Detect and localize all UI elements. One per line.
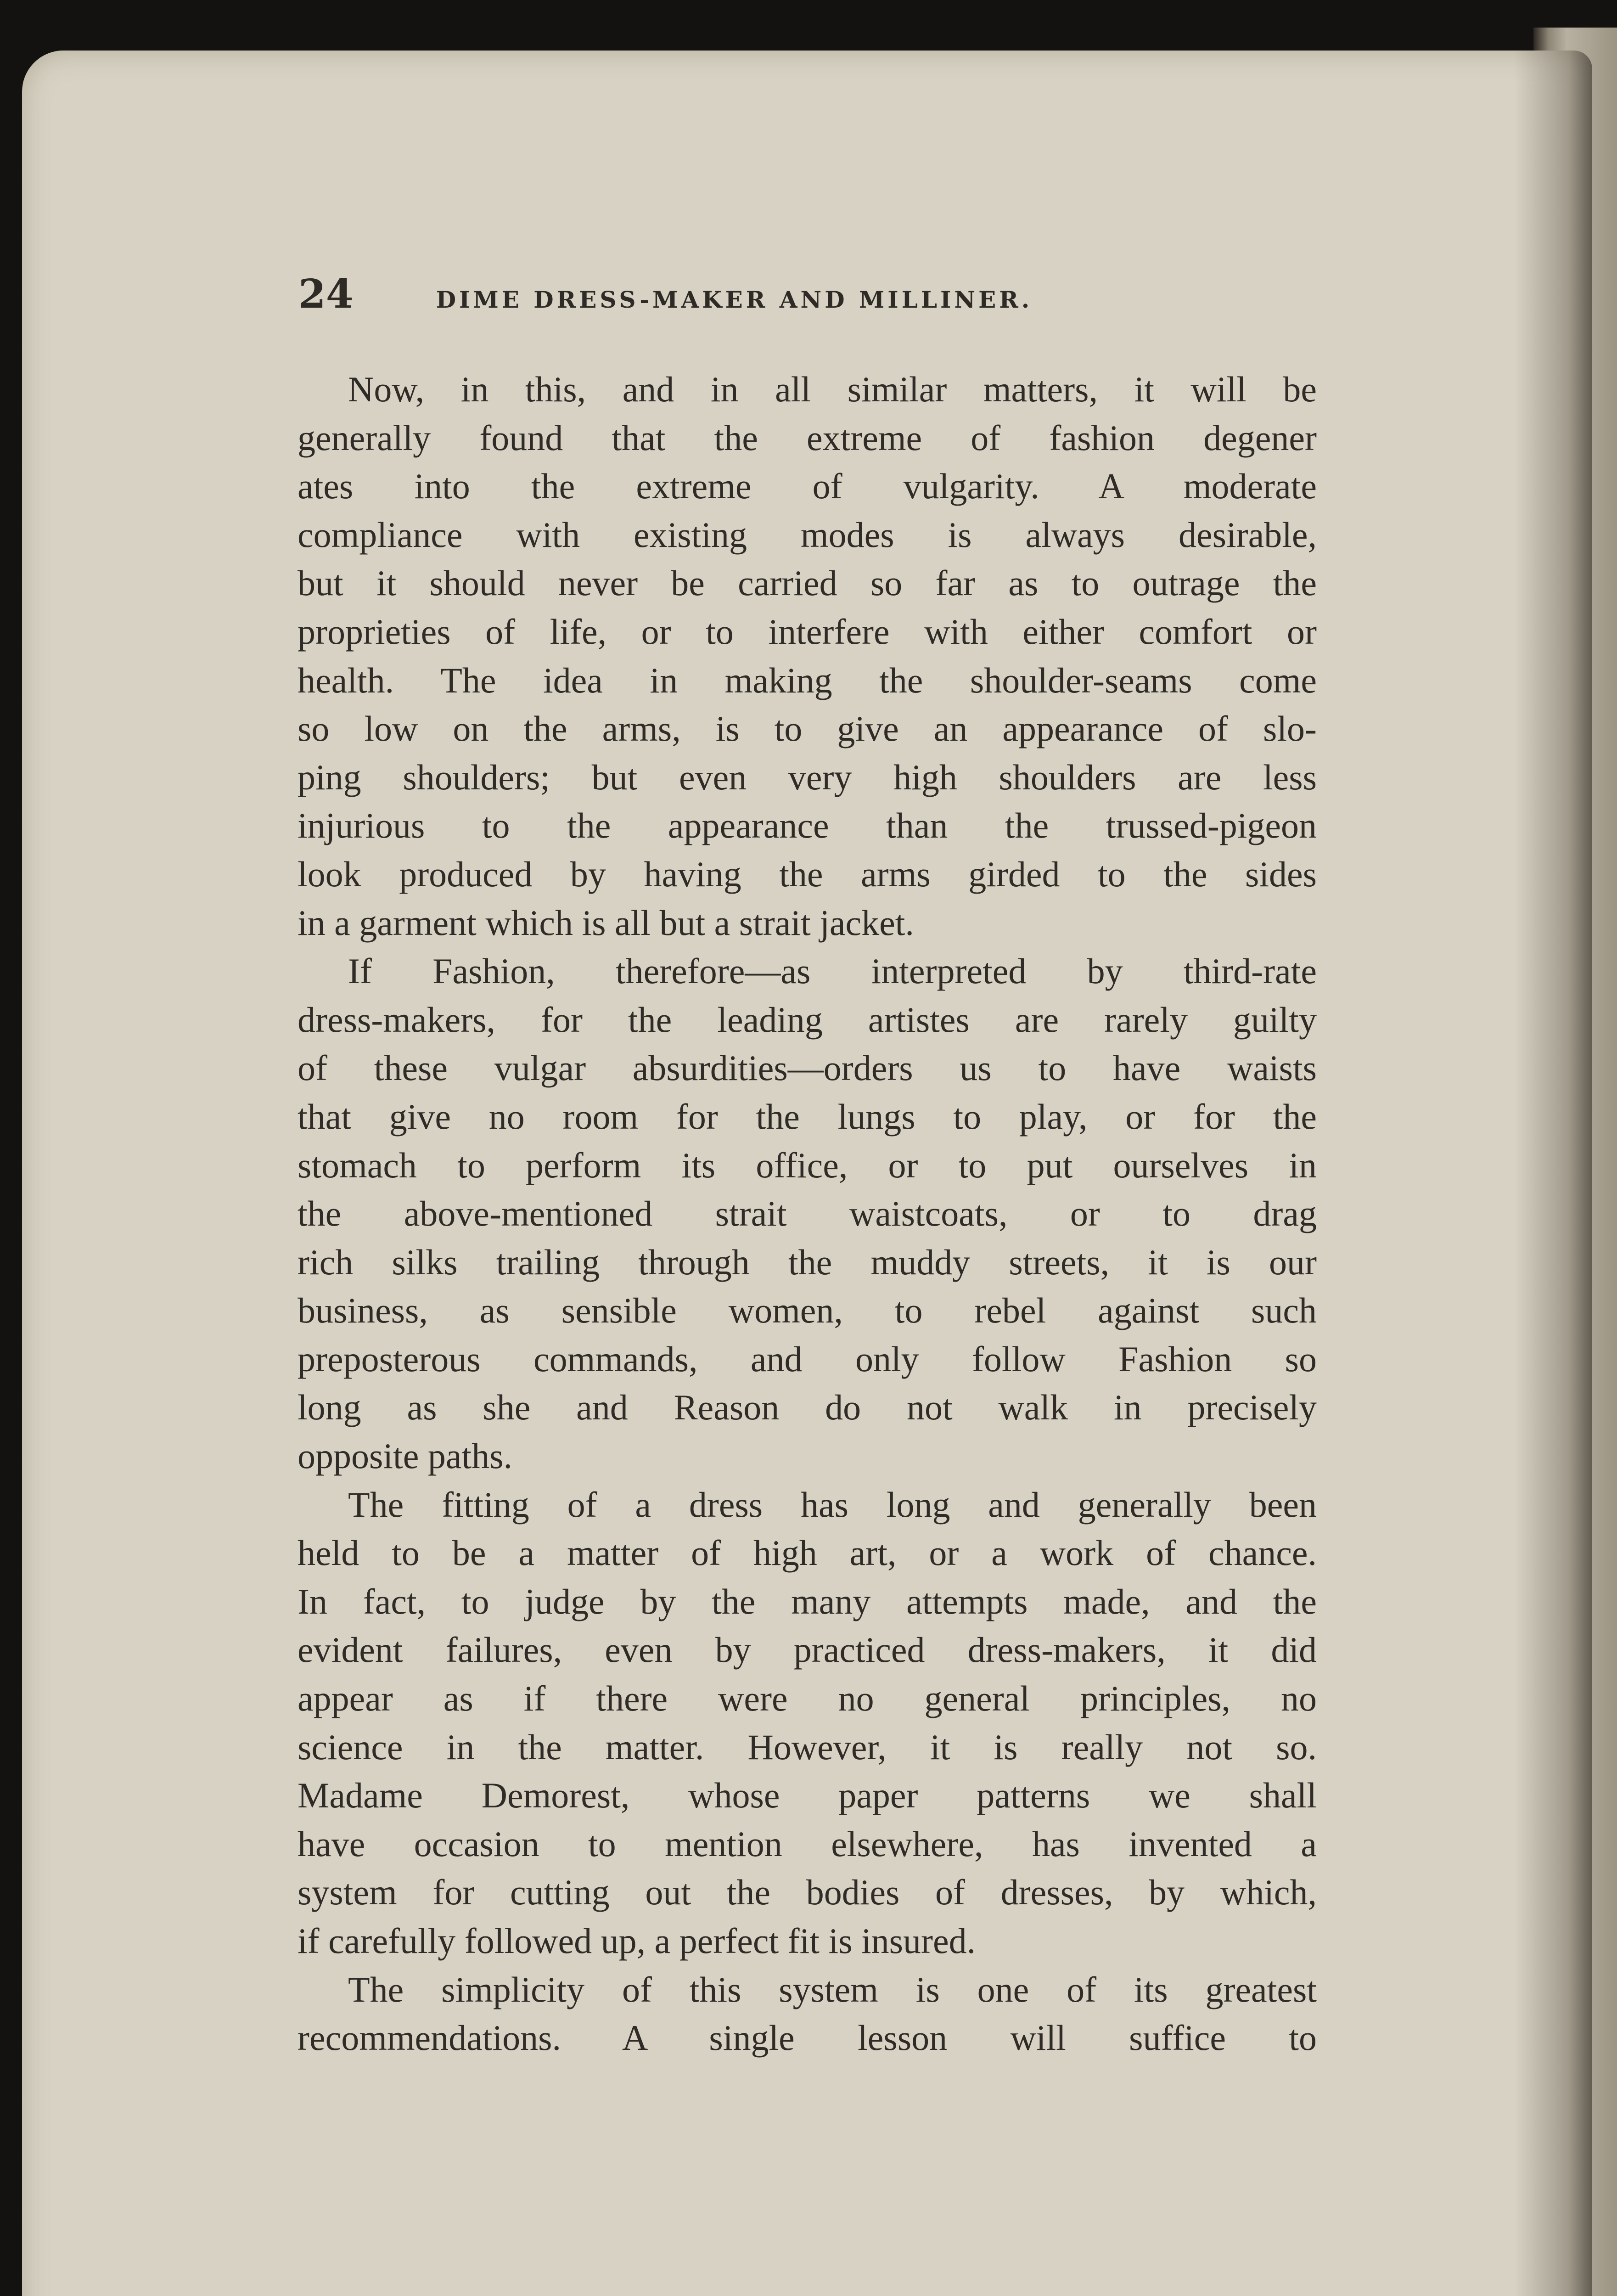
text-line: If Fashion, therefore—as interpreted by third-rate [348,951,1317,991]
paragraph [298,1965,1317,2062]
text-line: look produced by having the arms girded to the sides [298,854,1317,894]
text-line: Now, in this, and in all similar matters, it will be [348,369,1317,409]
paragraph [298,947,1317,1480]
text-line: opposite paths. [298,1436,512,1476]
text-line: Madame Demorest, whose paper patterns we shall [298,1775,1317,1816]
text-line: ates into the extreme of vulgarity. A moderate [298,466,1317,506]
text-line: preposterous commands, and only follow Fashion so [298,1339,1317,1379]
text-line: compliance with existing modes is always desirable, [298,514,1317,555]
text-line: The simplicity of this system is one of its greatest [348,1969,1317,2009]
page-number: 24 [298,271,354,317]
text-line: stomach to perform its office, or to put ourselves in [298,1145,1317,1185]
text-line: generally found that the extreme of fashion degener [298,417,1317,458]
text-line: evident failures, even by practiced dress-makers, it did [298,1630,1317,1670]
body-text [298,365,1317,2062]
text-line: dress-makers, for the leading artistes are rarely guilty [298,999,1317,1040]
text-line: but it should never be carried so far as to outrage the [298,563,1317,603]
text-line: ping shoulders; but even very high shoulders are less [298,757,1317,797]
text-line: rich silks trailing through the muddy streets, it is our [298,1242,1317,1282]
text-line: The fitting of a dress has long and generally been [348,1484,1317,1525]
text-line: appear as if there were no general principles, no [298,1678,1317,1719]
paragraph [298,365,1317,947]
text-line: recommendations. A single lesson will suffice to [298,2018,1317,2058]
text-line: if carefully followed up, a perfect fit is insured. [298,1921,976,1961]
paragraph [298,1480,1317,1965]
text-line: system for cutting out the bodies of dresses, by which, [298,1872,1317,1913]
text-line: business, as sensible women, to rebel against such [298,1290,1317,1331]
text-line: proprieties of life, or to interfere with either comfort or [298,611,1317,652]
book-title: DIME DRESS-MAKER AND MILLINER. [436,286,1033,313]
running-head [298,271,1308,326]
gutter-shadow [1514,51,1592,2296]
text-line: In fact, to judge by the many attempts made, and the [298,1581,1317,1621]
text-line: that give no room for the lungs to play, or for the [298,1096,1317,1137]
text-line: have occasion to mention elsewhere, has invented a [298,1823,1317,1864]
text-line: so low on the arms, is to give an appearance of slo- [298,709,1317,749]
text-line: injurious to the appearance than the trussed-pigeon [298,805,1317,846]
text-line: science in the matter. However, it is really not so. [298,1727,1317,1767]
text-line: of these vulgar absurdities—orders us to have waists [298,1048,1317,1088]
text-line: health. The idea in making the shoulder-seams come [298,660,1317,700]
text-line: held to be a matter of high art, or a work of chance. [298,1533,1317,1573]
text-line: long as she and Reason do not walk in precisely [298,1387,1317,1428]
text-line: the above-mentioned strait waistcoats, or to drag [298,1193,1317,1234]
text-line: in a garment which is all but a strait jacket. [298,902,914,943]
